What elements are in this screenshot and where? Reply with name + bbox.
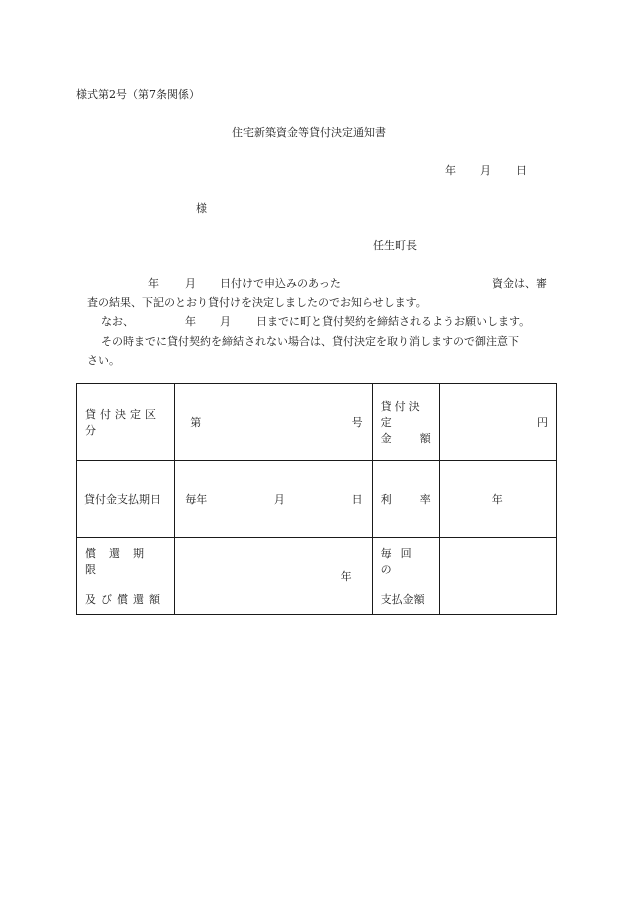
paragraph-1-line-2: 査の結果、下記のとおり貸付けを決定しましたのでお知らせします。 bbox=[87, 296, 427, 309]
document-title: 住宅新築資金等貸付決定通知書 bbox=[232, 126, 386, 139]
p2-text: 日までに町と貸付契約を締結されるようお願いします。 bbox=[256, 315, 531, 328]
repayment-term-cell bbox=[175, 538, 372, 615]
amount-unit: 円 bbox=[537, 416, 548, 429]
date-day-label: 日 bbox=[516, 164, 527, 177]
label-line-1 bbox=[373, 398, 439, 430]
amount-label-2a: 金 bbox=[380, 432, 392, 445]
addressee-suffix: 様 bbox=[196, 202, 207, 215]
years-wrap bbox=[175, 568, 371, 584]
paragraph-3-line-2: さい。 bbox=[87, 354, 120, 367]
label-text: 貸付金支払期日 bbox=[84, 493, 161, 506]
term-label-1: 償還期限 bbox=[85, 547, 157, 576]
p2-year: 年 bbox=[185, 315, 196, 328]
installment-amount-cell bbox=[439, 538, 556, 615]
loan-decision-category-label bbox=[77, 384, 175, 461]
two-line-label bbox=[373, 398, 439, 446]
date-month-label: 月 bbox=[480, 164, 491, 177]
payment-date-label bbox=[77, 461, 175, 538]
interest-rate-cell bbox=[439, 461, 556, 538]
table-row bbox=[77, 384, 557, 461]
label-spread bbox=[373, 491, 439, 507]
paragraph-3-line-1 bbox=[87, 333, 519, 349]
repayment-years: 年 bbox=[340, 570, 352, 583]
label-line-2 bbox=[373, 591, 439, 607]
p2-month: 月 bbox=[220, 315, 231, 328]
label-line-1 bbox=[77, 545, 174, 577]
loan-decision-table bbox=[76, 383, 557, 615]
installment-label-1: 毎回の bbox=[380, 547, 421, 576]
amount-label-1: 貸付決定 bbox=[380, 400, 423, 429]
two-line-label bbox=[77, 545, 174, 607]
rate-unit: 年 bbox=[491, 493, 503, 506]
decision-number-cell bbox=[175, 384, 372, 461]
p2-start: なお、 bbox=[101, 315, 134, 328]
p1-year: 年 bbox=[148, 277, 159, 290]
label-line-1 bbox=[373, 545, 439, 577]
installment-label-2: 支払金額 bbox=[380, 593, 425, 606]
table-row bbox=[77, 461, 557, 538]
label-line-2 bbox=[373, 430, 439, 446]
term-label-2: 及び償還額 bbox=[85, 593, 165, 606]
date-year-label: 年 bbox=[445, 164, 456, 177]
p1-fund: 資金は、審 bbox=[492, 277, 547, 290]
p1-text: 日付けで申込みのあった bbox=[220, 277, 341, 290]
date-row bbox=[175, 491, 371, 507]
payment-month: 月 bbox=[273, 493, 285, 506]
loan-amount-cell bbox=[439, 384, 556, 461]
amount-label-2b: 額 bbox=[419, 432, 431, 445]
payment-date-cell bbox=[175, 461, 372, 538]
interest-rate-label bbox=[372, 461, 439, 538]
every-year: 毎年 bbox=[185, 493, 208, 506]
amount-unit-wrap bbox=[440, 414, 556, 430]
issuer-name: 任生町長 bbox=[373, 239, 417, 252]
label-text: 貸付決定区分 bbox=[85, 408, 160, 437]
p1-month: 月 bbox=[185, 277, 196, 290]
loan-amount-label bbox=[372, 384, 439, 461]
rate-label-a: 利 bbox=[380, 493, 392, 506]
number-prefix: 第 bbox=[190, 416, 202, 429]
installment-amount-label bbox=[372, 538, 439, 615]
number-suffix: 号 bbox=[351, 416, 363, 429]
label-spread bbox=[77, 406, 174, 438]
label-line-2 bbox=[77, 591, 174, 607]
rate-label-b: 率 bbox=[419, 493, 431, 506]
number-row bbox=[175, 414, 371, 430]
repayment-term-label bbox=[77, 538, 175, 615]
payment-day: 日 bbox=[351, 493, 363, 506]
p3-line-1: その時までに貸付契約を締結されない場合は、貸付決定を取り消しますので御注意下 bbox=[101, 335, 519, 348]
form-number: 様式第2号（第7条関係） bbox=[76, 88, 200, 101]
two-line-label bbox=[373, 545, 439, 607]
table-row bbox=[77, 538, 557, 615]
rate-unit-wrap bbox=[440, 491, 556, 507]
label-wrap bbox=[77, 491, 174, 507]
